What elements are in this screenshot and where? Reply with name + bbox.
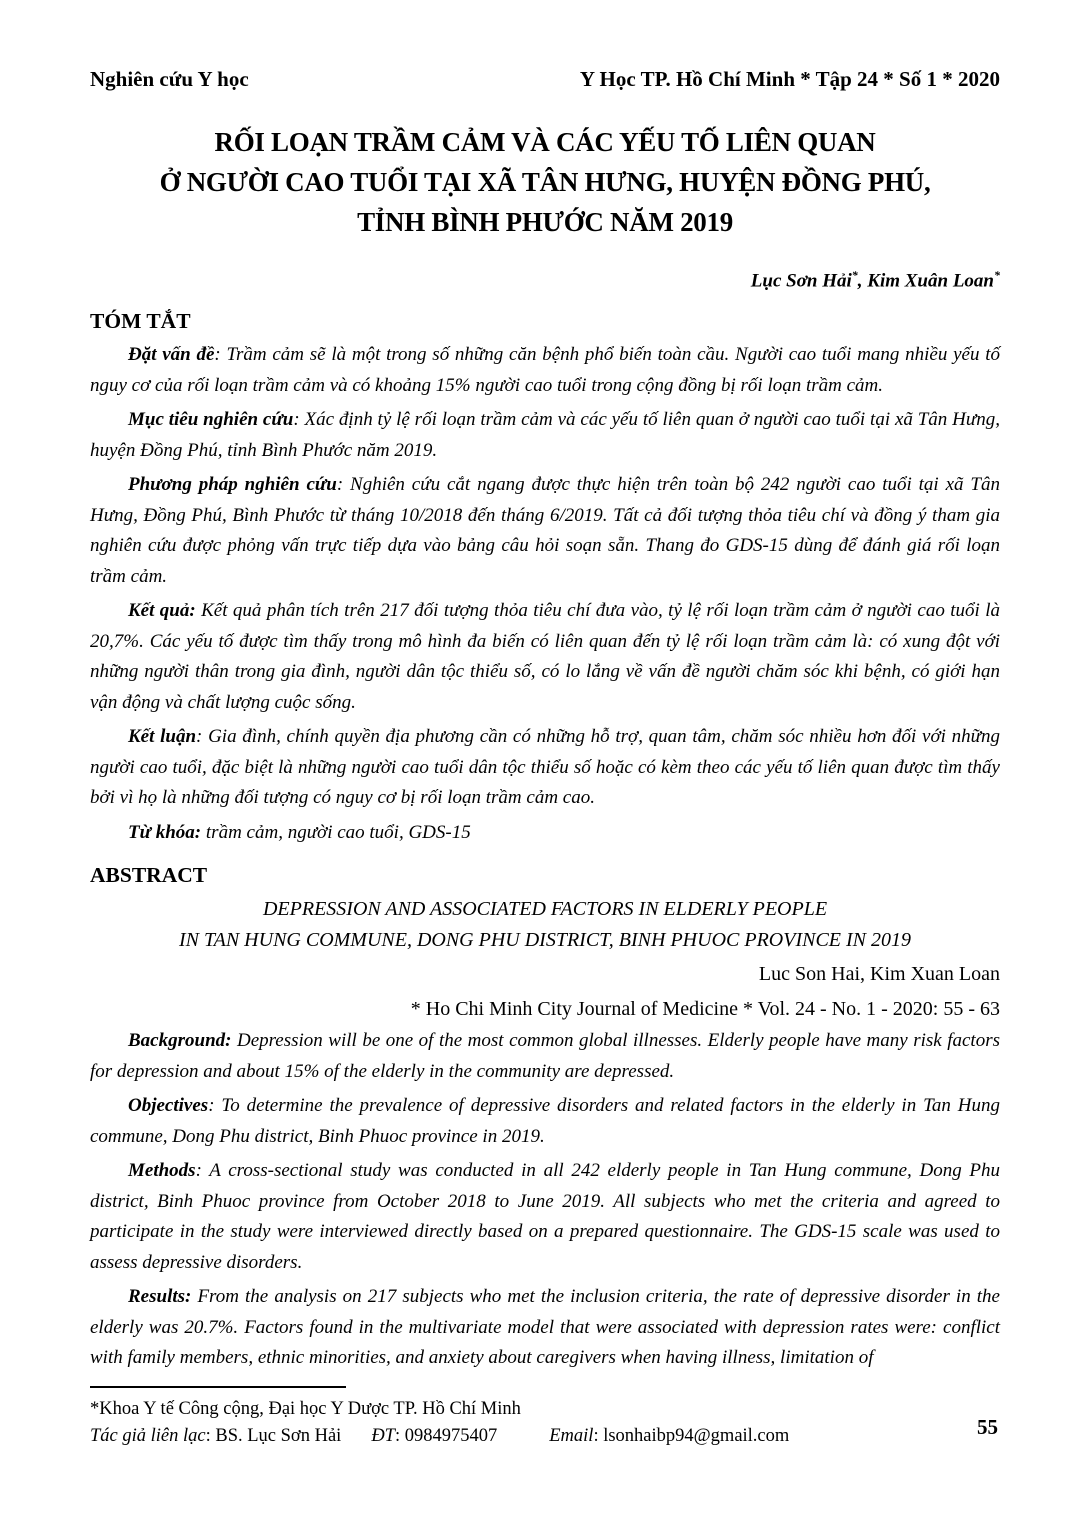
paragraph-lead: Từ khóa: <box>128 821 202 843</box>
paragraph-lead: Phương pháp nghiên cứu <box>128 474 337 496</box>
paragraph-lead: Đặt vấn đề <box>128 344 215 366</box>
paragraph-text: : A cross-sectional study was conducted in all 242 elderly people in Tan Hung commune, Dong Phu district, Binh Phuoc province from October 2018 to June 2019. All subjects who met the criteria and agreed to participate in the study were interviewed directly based on a prepared questionnaire. The GDS-15 scale was used to assess depressive disorders. <box>90 1160 1000 1273</box>
paragraph-lead: Kết quả: <box>128 600 196 622</box>
paragraph-text: : To determine the prevalence of depressive disorders and related factors in the elderly in Tan Hung commune, Dong Phu district, Binh Phuoc province in 2019. <box>90 1095 1000 1147</box>
paragraph-text: From the analysis on 217 subjects who met the inclusion criteria, the rate of depressive disorder in the elderly was 20.7%. Factors found in the multivariate model that were associated with depression rates were: conflict with family members, ethnic minorities, and anxiety about caregivers when having illness, limitation of <box>90 1286 1000 1369</box>
page-number: 55 <box>977 1415 998 1439</box>
paragraph-methods <box>90 1156 1000 1278</box>
paragraph-text: : Xác định tỷ lệ rối loạn trầm cảm và các yếu tố liên quan ở người cao tuổi tại xã Tân Hưng, huyện Đồng Phú, tỉnh Bình Phước năm 2019. <box>90 409 1001 461</box>
footnote-affiliation: *Khoa Y tế Công cộng, Đại học Y Dược TP. Hồ Chí Minh <box>90 1398 521 1419</box>
phone-number: : 0984975407 <box>394 1426 498 1447</box>
paragraph-dat-van-de <box>90 340 1000 401</box>
contact-label: Tác giả liên lạc <box>90 1426 206 1447</box>
paragraph-lead: Methods <box>128 1160 196 1182</box>
section-heading-tom-tat: TÓM TẮT <box>90 309 191 334</box>
paragraph-lead: Kết luận <box>128 726 197 748</box>
contact-email-segment <box>549 1426 789 1446</box>
article-title <box>90 122 1000 242</box>
paragraph-text: : Gia đình, chính quyền địa phương cần có những hỗ trợ, quan tâm, chăm sóc nhiều hơn đối với những người cao tuổi, đặc biệt là những người cao tuổi dân tộc thiểu số hoặc có kèm theo các yếu tố liên quan được tìm thấy bởi vì họ là những đối tượng có nguy cơ bị rối loạn trầm cảm cao. <box>90 726 1000 809</box>
paragraph-text: trầm cảm, người cao tuổi, GDS-15 <box>201 821 471 843</box>
footnote-separator-rule <box>90 1386 346 1388</box>
paragraph-lead: Objectives <box>128 1095 209 1117</box>
email-address: : lsonhaibp94@gmail.com <box>593 1426 790 1447</box>
header-section-label: Nghiên cứu Y học <box>90 67 249 91</box>
paragraph-tu-khoa <box>90 818 1000 849</box>
english-author-byline: Luc Son Hai, Kim Xuan Loan <box>758 963 1000 986</box>
paragraph-phuong-phap <box>90 470 1000 592</box>
footnote-contact-line <box>90 1423 1000 1451</box>
english-title-line-1: DEPRESSION AND ASSOCIATED FACTORS IN ELDERLY PEOPLE <box>262 898 828 921</box>
paragraph-lead: Results: <box>128 1286 192 1308</box>
paragraph-ket-luan <box>90 722 1000 814</box>
article-title-line-3: TỈNH BÌNH PHƯỚC NĂM 2019 <box>357 207 733 237</box>
author-affiliation-marker-2: * <box>994 268 1000 282</box>
author-name-1: Lục Sơn Hải <box>750 270 852 292</box>
author-byline <box>90 262 1000 294</box>
footnote-block <box>90 1386 1000 1451</box>
author-separator: , <box>857 270 868 292</box>
contact-name: : BS. Lục Sơn Hải <box>205 1426 342 1447</box>
english-title-line-2: IN TAN HUNG COMMUNE, DONG PHU DISTRICT, BINH PHUOC PROVINCE IN 2019 <box>178 929 912 952</box>
paragraph-objectives <box>90 1091 1000 1152</box>
paragraph-text: : Trầm cảm sẽ là một trong số những căn bệnh phổ biến toàn cầu. Người cao tuổi mang nhiều yếu tố nguy cơ của rối loạn trầm cảm và có khoảng 15% người cao tuổi trong cộng đồng bị rối loạn trầm cảm. <box>90 344 1000 396</box>
paragraph-lead: Background: <box>128 1030 232 1052</box>
paragraph-lead: Mục tiêu nghiên cứu <box>128 409 294 431</box>
page-header <box>90 66 1000 92</box>
paragraph-muc-tieu <box>90 405 1000 466</box>
paragraph-ket-qua <box>90 596 1000 718</box>
paragraph-text: : Nghiên cứu cắt ngang được thực hiện trên toàn bộ 242 người cao tuổi tại xã Tân Hưng, Đồng Phú, Bình Phước từ tháng 10/2018 đến tháng 6/2019. Tất cả đối tượng thỏa tiêu chí và đồng ý tham gia nghiên cứu được phỏng vấn trực tiếp dựa vào bảng câu hỏi soạn sẵn. Thang đo GDS-15 dùng để đánh giá rối loạn trầm cảm. <box>90 474 1000 587</box>
section-heading-abstract: ABSTRACT <box>90 863 208 888</box>
header-journal-citation: Y Học TP. Hồ Chí Minh * Tập 24 * Số 1 * 2020 <box>579 67 1000 91</box>
paragraph-text: Depression will be one of the most common global illnesses. Elderly people have many risk factors for depression and about 15% of the elderly in the community are depressed. <box>90 1030 1000 1082</box>
author-name-2: Kim Xuân Loan <box>867 270 994 292</box>
journal-volume-citation: * Ho Chi Minh City Journal of Medicine * Vol. 24 - No. 1 - 2020: 55 - 63 <box>410 998 1000 1021</box>
paragraph-background <box>90 1026 1000 1087</box>
article-title-line-2: Ở NGƯỜI CAO TUỔI TẠI XÃ TÂN HƯNG, HUYỆN ĐỒNG PHÚ, <box>159 167 931 197</box>
email-label: Email <box>549 1426 594 1447</box>
paragraph-text: Kết quả phân tích trên 217 đối tượng thỏa tiêu chí đưa vào, tỷ lệ rối loạn trầm cảm ở người cao tuổi là 20,7%. Các yếu tố được tìm thấy trong mô hình đa biến có liên quan đến tỷ lệ rối loạn trầm cảm là: có xung đột với những người thân trong gia đình, người dân tộc thiểu số, có lo lắng về vấn đề người chăm sóc khi bệnh, có giới hạn vận động và chất lượng cuộc sống. <box>90 600 1000 713</box>
contact-phone-segment <box>371 1426 497 1446</box>
paragraph-results <box>90 1282 1000 1374</box>
phone-label: ĐT <box>371 1426 395 1447</box>
author-affiliation-marker-1: * <box>851 268 858 282</box>
article-title-line-1: RỐI LOẠN TRẦM CẢM VÀ CÁC YẾU TỐ LIÊN QUAN <box>214 127 876 157</box>
english-title <box>90 894 1000 956</box>
